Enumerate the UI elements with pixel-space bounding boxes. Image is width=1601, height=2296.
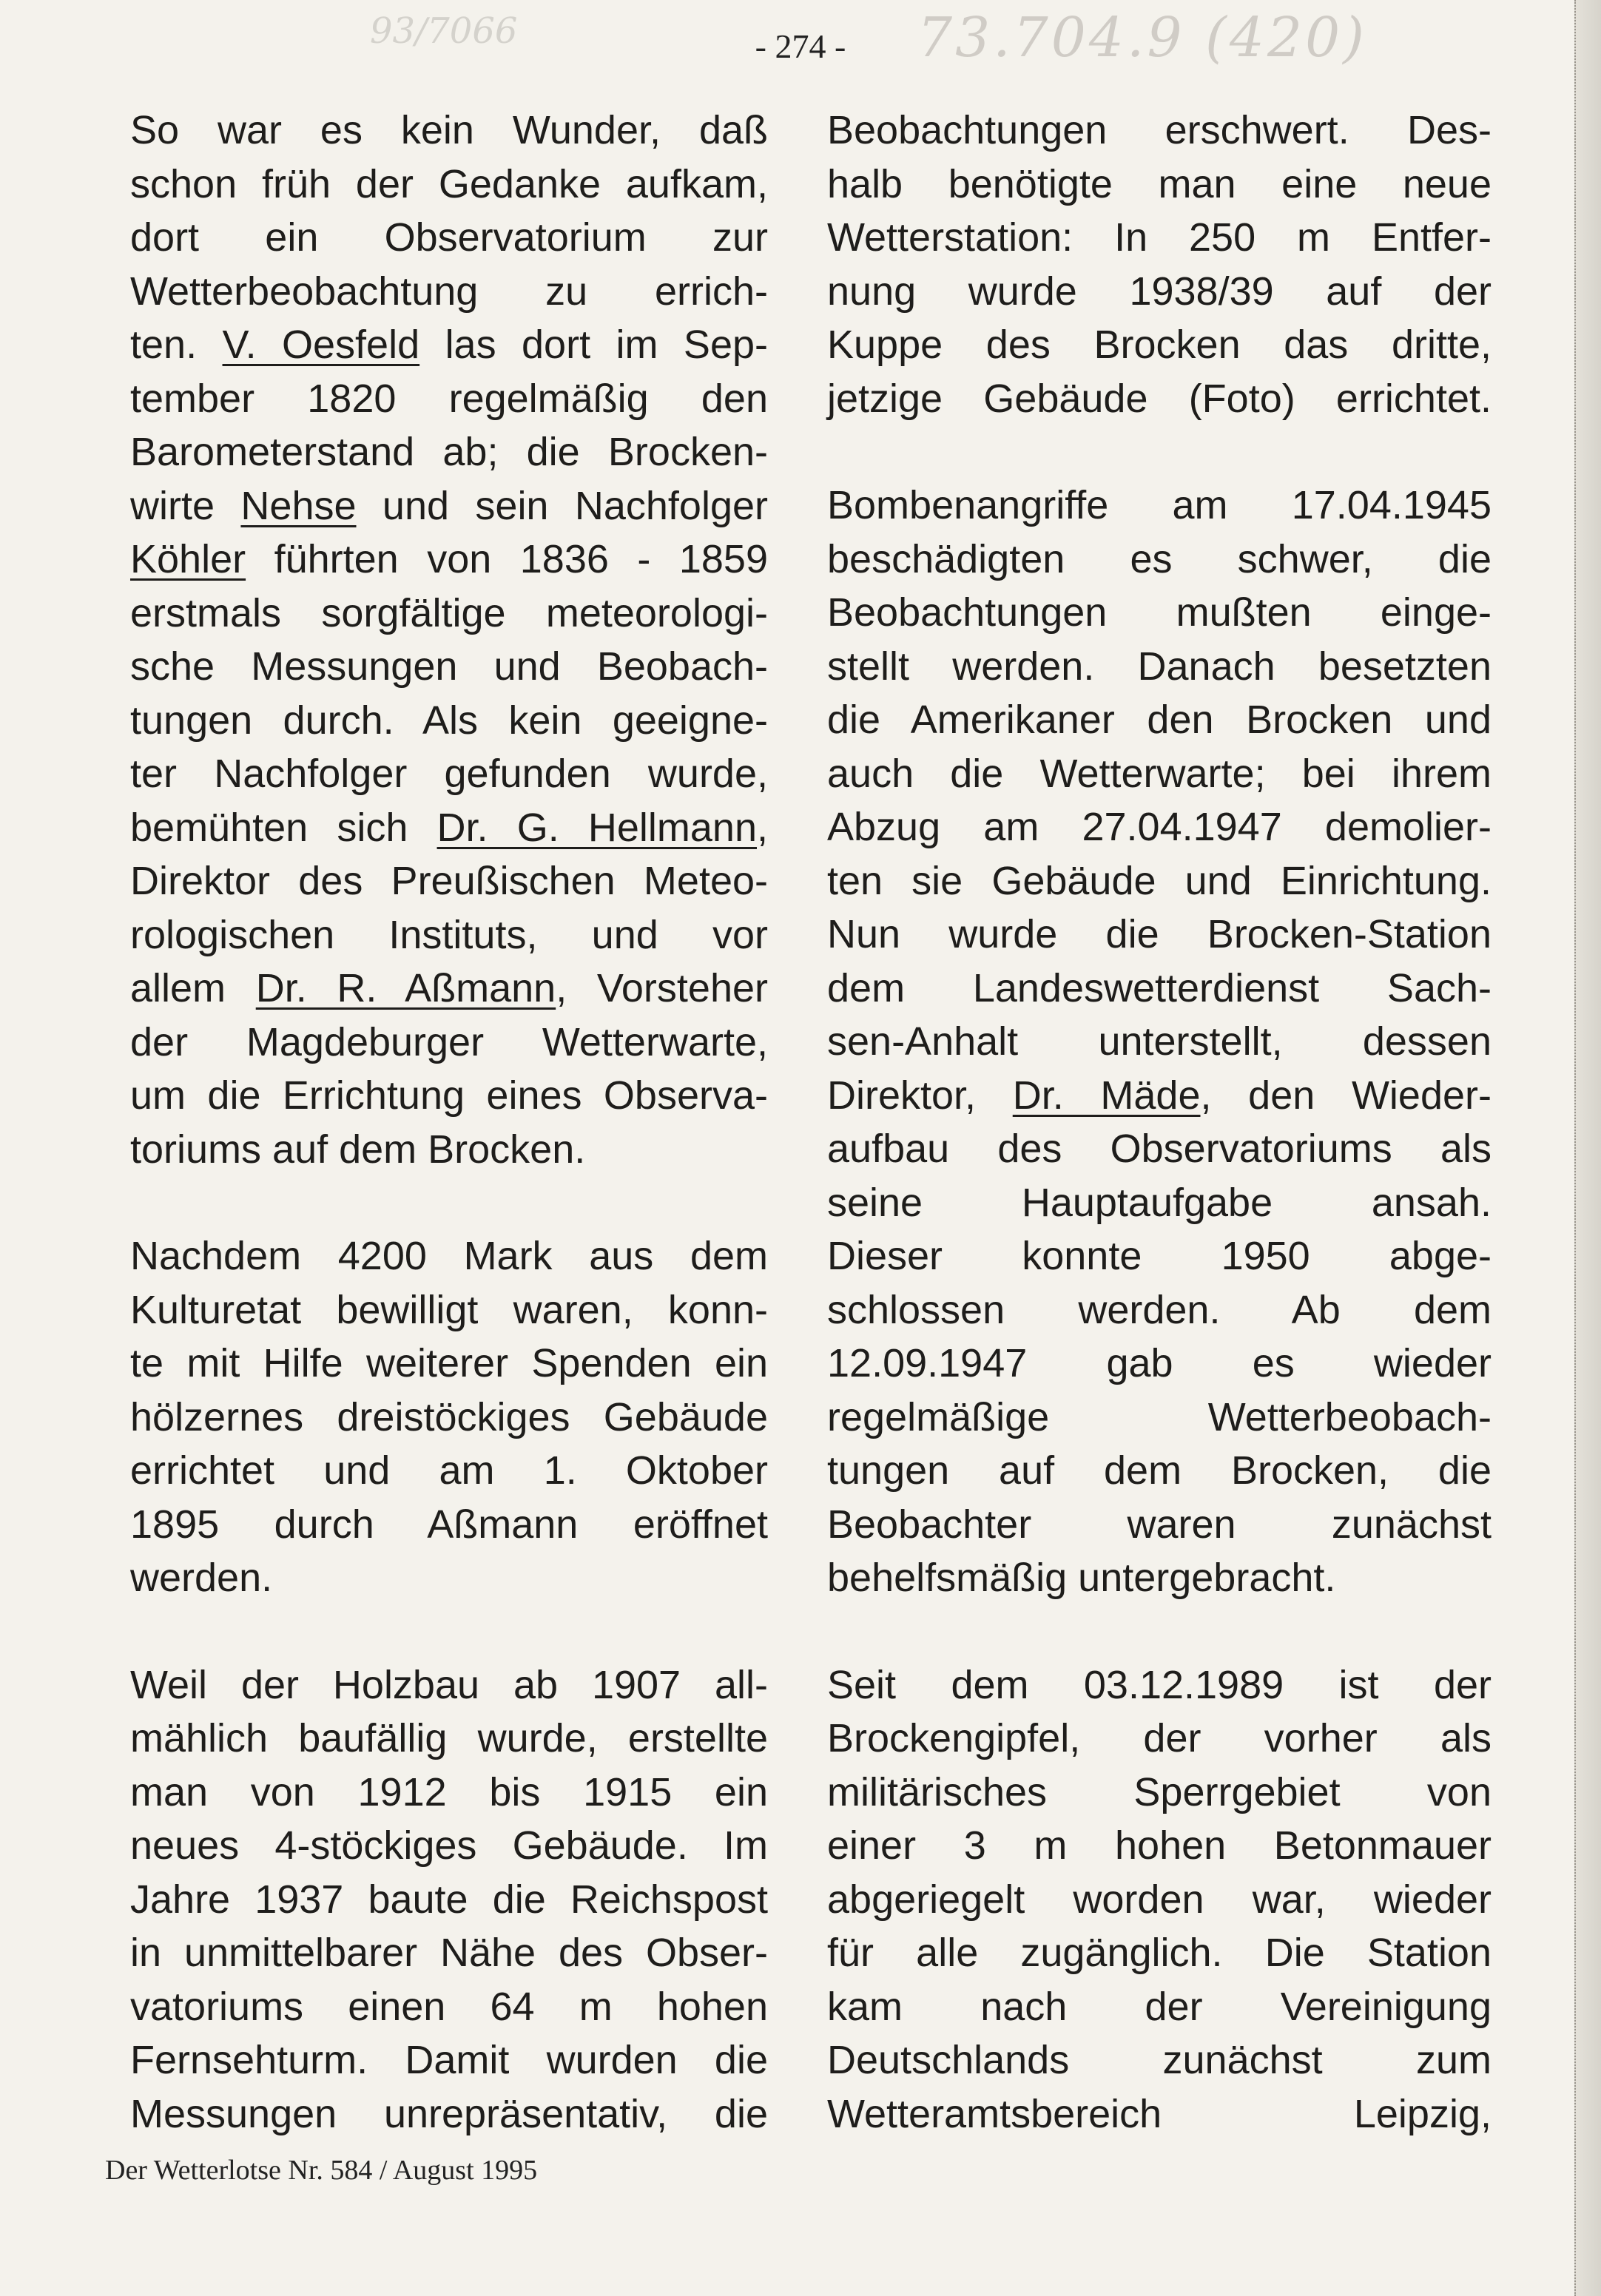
page-number: - 274 - [755, 27, 846, 65]
text-segment: ten. [130, 323, 223, 367]
text-line: erstmals sorgfältige meteorologi- [130, 590, 768, 635]
text-line: ten sie Gebäude und Einrichtung. [827, 858, 1492, 903]
text-line: dem Landeswetterdienst Sach- [827, 965, 1492, 1010]
text-line [130, 801, 768, 855]
left-column [130, 104, 768, 2194]
text-segment: allem [130, 966, 256, 1010]
footer: Der Wetterlotse Nr. 584 / August 1995 [105, 2155, 538, 2186]
text-line: Brockengipfel, der vorher als [827, 1716, 1492, 1760]
text-line: Direktor des Preußischen Meteo- [130, 859, 768, 903]
text-line: neues 4-stöckiges Gebäude. Im [130, 1823, 768, 1868]
text-segment: las dort im Sep- [419, 323, 768, 367]
text-line: Kuppe des Brocken das dritte, [827, 323, 1492, 367]
text-line: dort ein Observatorium zur [130, 215, 768, 260]
text-line [130, 533, 768, 587]
text-segment: und sein Nachfolger [356, 483, 769, 528]
text-line: die Amerikaner den Brocken und [827, 698, 1492, 742]
right-column [827, 104, 1492, 2194]
text-line: Kulturetat bewilligt waren, konn- [130, 1287, 768, 1332]
text-segment: , [756, 805, 768, 850]
text-line: militärisches Sperrgebiet von [827, 1769, 1492, 1814]
text-line: tember 1820 regelmäßig den [130, 376, 768, 421]
paragraph [827, 479, 1492, 1605]
page-edge [1574, 0, 1601, 2296]
text-line: nung wurde 1938/39 auf der [827, 269, 1492, 314]
text-line: errichtet und am 1. Oktober [130, 1448, 768, 1493]
text-line: jetzige Gebäude (Foto) errichtet. [827, 376, 1492, 421]
text-line: Fernsehturm. Damit wurden die [130, 2038, 768, 2082]
handwritten-annotation: 73.704.9 (420) [917, 6, 1368, 70]
text-line: Wetteramtsbereich Leipzig, [827, 2091, 1492, 2136]
underlined-name: Dr. Mäde [1012, 1073, 1201, 1118]
text-line: mählich baufällig wurde, erstellte [130, 1716, 768, 1760]
text-line: Beobachtungen erschwert. Des- [827, 108, 1492, 152]
text-line: beschädigten es schwer, die [827, 536, 1492, 581]
text-line: toriums auf dem Brocken. [130, 1127, 586, 1172]
text-line: man von 1912 bis 1915 ein [130, 1769, 768, 1814]
text-line: Nun wurde die Brocken-Station [827, 912, 1492, 956]
text-line: seine Hauptaufgabe ansah. [827, 1180, 1492, 1225]
text-line: tungen durch. Als kein geeigne- [130, 698, 768, 743]
text-line: Deutschlands zunächst zum [827, 2038, 1492, 2082]
text-line: für alle zugänglich. Die Station [827, 1931, 1492, 1975]
text-line: Bombenangriffe am 17.04.1945 [827, 483, 1492, 527]
text-line: einer 3 m hohen Betonmauer [827, 1823, 1492, 1868]
text-line: behelfsmäßig untergebracht. [827, 1556, 1336, 1600]
text-line: schlossen werden. Ab dem [827, 1287, 1492, 1332]
text-line [827, 1069, 1492, 1123]
text-line: Jahre 1937 baute die Reichspost [130, 1877, 768, 1922]
underlined-name: Dr. G. Hellmann [437, 805, 757, 850]
text-segment: führten von 1836 - 1859 [246, 537, 768, 581]
text-segment: bemühten sich [130, 805, 437, 850]
text-line: kam nach der Vereinigung [827, 1984, 1492, 2029]
paragraph [130, 104, 768, 1176]
text-segment: Direktor, [827, 1073, 1013, 1118]
text-line [130, 318, 768, 372]
text-line: stellt werden. Danach besetzten [827, 644, 1492, 689]
text-line: Weil der Holzbau ab 1907 all- [130, 1662, 768, 1707]
text-segment: , den Wieder- [1200, 1073, 1492, 1118]
text-line: Dieser konnte 1950 abge- [827, 1234, 1492, 1278]
text-line: vatoriums einen 64 m hohen [130, 1984, 768, 2029]
text-line: sen-Anhalt unterstellt, dessen [827, 1019, 1492, 1064]
text-line: Seit dem 03.12.1989 ist der [827, 1662, 1492, 1707]
text-line: abgeriegelt worden war, wieder [827, 1877, 1492, 1922]
text-line: regelmäßige Wetterbeobach- [827, 1394, 1492, 1439]
text-line: aufbau des Observatoriums als [827, 1127, 1492, 1171]
text-line: sche Messungen und Beobach- [130, 644, 768, 689]
text-line: Beobachter waren zunächst [827, 1502, 1492, 1547]
text-line: 12.09.1947 gab es wieder [827, 1341, 1492, 1385]
text-line: ter Nachfolger gefunden wurde, [130, 752, 768, 796]
text-line: hölzernes dreistöckiges Gebäude [130, 1394, 768, 1439]
text-line: Beobachtungen mußten einge- [827, 590, 1492, 635]
paragraph [130, 1658, 768, 2141]
text-line: der Magdeburger Wetterwarte, [130, 1019, 768, 1064]
text-line: 1895 durch Aßmann eröffnet [130, 1502, 768, 1547]
text-line: Wetterstation: In 250 m Entfer- [827, 215, 1492, 260]
underlined-name: Dr. R. Aßmann [255, 966, 556, 1010]
text-line: auch die Wetterwarte; bei ihrem [827, 751, 1492, 796]
paragraph [827, 1658, 1492, 2141]
underlined-name: Nehse [240, 483, 357, 528]
text-line: te mit Hilfe weiterer Spenden ein [130, 1341, 768, 1385]
text-line [130, 479, 768, 533]
text-line: Messungen unrepräsentativ, die [130, 2091, 768, 2136]
text-line: Abzug am 27.04.1947 demolier- [827, 805, 1492, 849]
paragraph [827, 104, 1492, 425]
text-line: um die Errichtung eines Observa- [130, 1073, 768, 1118]
text-segment: wirte [130, 483, 241, 528]
text-line: halb benötigte man eine neue [827, 161, 1492, 206]
text-line: So war es kein Wunder, daß [130, 108, 768, 152]
text-line: rologischen Instituts, und vor [130, 912, 768, 957]
text-segment: , Vorsteher [556, 966, 768, 1010]
paragraph [130, 1229, 768, 1605]
underlined-name: V. Oesfeld [222, 323, 420, 367]
underlined-name: Köhler [130, 537, 246, 581]
text-line: in unmittelbarer Nähe des Obser- [130, 1931, 768, 1975]
text-line: schon früh der Gedanke aufkam, [130, 161, 768, 206]
handwritten-annotation-small: 93/7066 [370, 10, 518, 52]
text-line: tungen auf dem Brocken, die [827, 1448, 1492, 1493]
text-line: Wetterbeobachtung zu errich- [130, 269, 768, 314]
text-line: Barometerstand ab; die Brocken- [130, 430, 768, 474]
text-line [130, 962, 768, 1016]
text-line: Nachdem 4200 Mark aus dem [130, 1234, 768, 1278]
text-line: werden. [130, 1556, 273, 1600]
